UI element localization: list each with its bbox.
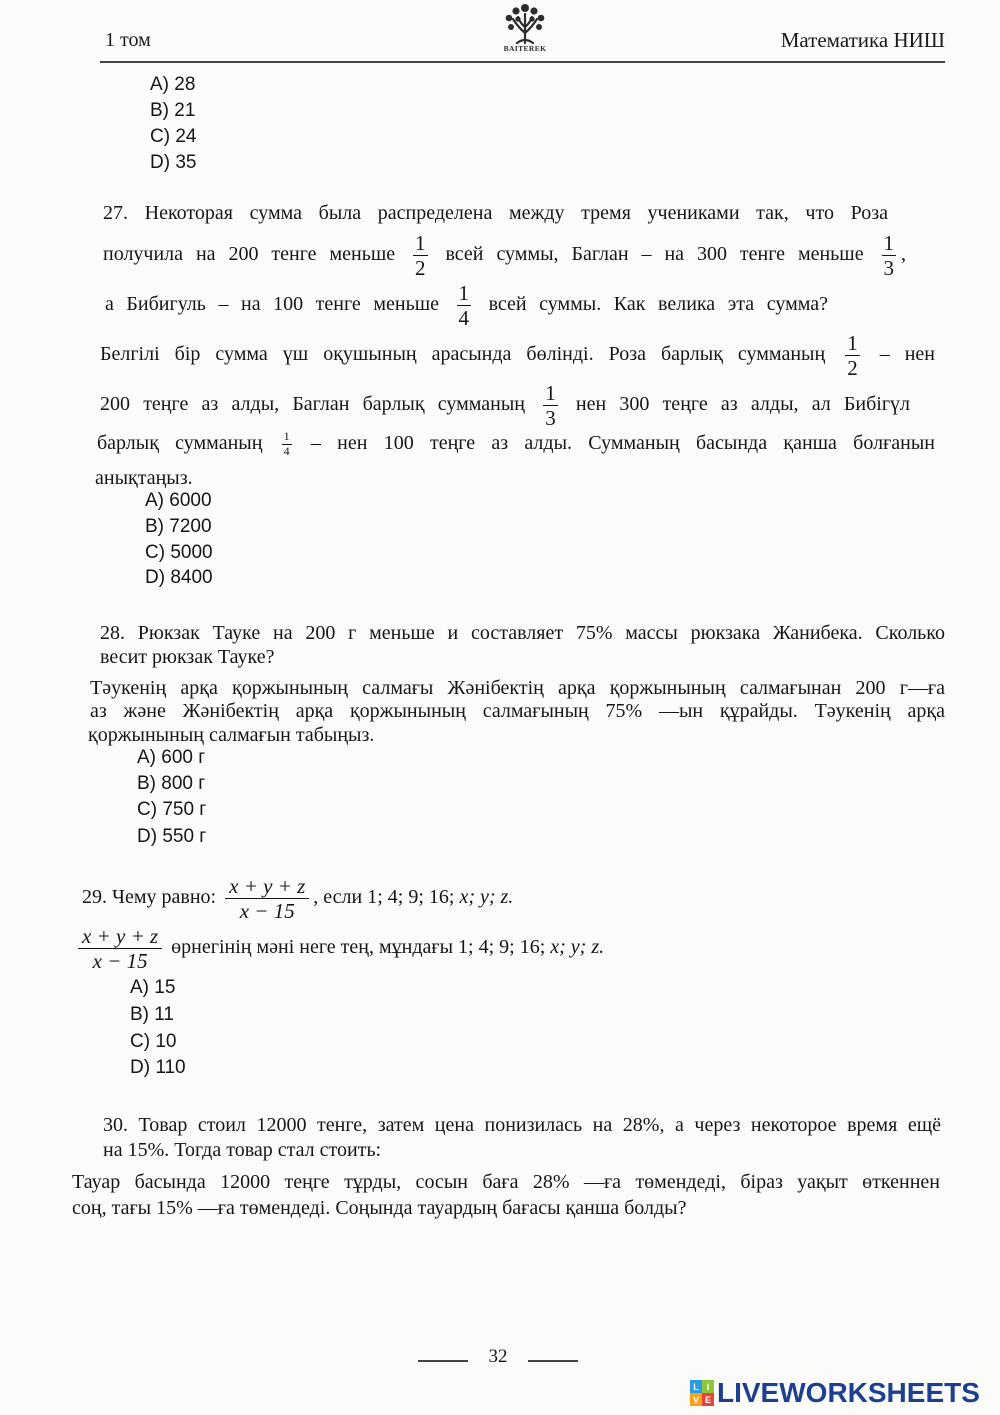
fraction-denominator: 2 xyxy=(415,256,426,281)
text-segment: , если 1; 4; 9; 16; xyxy=(313,886,455,909)
tree-icon xyxy=(500,2,550,44)
fraction xyxy=(882,231,897,280)
variables: x; y; z. xyxy=(459,886,514,909)
question-text-kz xyxy=(100,381,910,430)
fraction-numerator: 1 xyxy=(883,231,895,255)
option-a: A) 6000 xyxy=(145,490,212,511)
fraction-denominator: 3 xyxy=(545,406,556,431)
fraction-numerator: 1 xyxy=(545,381,556,405)
fraction xyxy=(457,281,472,330)
option-a: A) 28 xyxy=(150,74,196,95)
option-b: B) 800 г xyxy=(137,773,206,794)
question-text-kz: Тауар басында 12000 теңге тұрды, сосын баға 28% —ға төмендеді, біраз уақыт өткеннен xyxy=(72,1171,940,1193)
text-segment: – нен xyxy=(879,343,936,366)
question-text-ru: на 15%. Тогда товар стал стоить: xyxy=(103,1139,382,1161)
liveworksheets-brand: LIVEWORKSHEETS xyxy=(717,1377,980,1408)
question-text-ru xyxy=(105,281,828,330)
question-text-kz xyxy=(74,924,604,973)
question-text-kz xyxy=(97,430,935,459)
fraction-numerator: 1 xyxy=(283,429,290,444)
fraction xyxy=(845,331,860,380)
option-a: A) 600 г xyxy=(137,747,206,768)
logo-tile: I xyxy=(702,1380,714,1393)
option-b: B) 7200 xyxy=(145,516,212,537)
question-text-ru xyxy=(82,874,513,923)
logo-tile: V xyxy=(690,1393,702,1406)
fraction xyxy=(282,430,292,459)
question-text-kz xyxy=(100,331,935,380)
expression-fraction xyxy=(225,874,309,923)
fraction-numerator: x + y + z xyxy=(225,874,309,899)
fraction-numerator: 1 xyxy=(415,231,426,255)
option-c: C) 750 г xyxy=(137,799,207,820)
expression-fraction xyxy=(78,924,162,973)
volume-label: 1 том xyxy=(105,29,151,51)
text-segment: өрнегінің мәні неге тең, мұндағы 1; 4; 9; 16; xyxy=(171,936,546,959)
option-d: D) 550 г xyxy=(137,826,207,847)
question-text-kz: Тәукенің арқа қоржынының салмағы Жәнібектің арқа қоржынының салмағынан 200 г—ға xyxy=(90,677,945,699)
variables: x; y; z. xyxy=(550,936,605,959)
option-d: D) 110 xyxy=(130,1057,186,1078)
question-text-ru: 27. Некоторая сумма была распределена между тремя учениками так, что Роза xyxy=(103,202,888,224)
header-divider xyxy=(100,61,945,63)
text-segment: нен 300 теңге аз алды, ал Бибігүл xyxy=(575,393,911,416)
text-segment: 200 теңге аз алды, Баглан барлық сумманың xyxy=(100,393,525,416)
option-a: A) 15 xyxy=(130,977,176,998)
fraction-numerator: 1 xyxy=(847,331,858,355)
footer-rule-right xyxy=(528,1360,578,1362)
fraction xyxy=(413,231,428,280)
question-text-ru: 30. Товар стоил 12000 тенге, затем цена понизилась на 28%, а через некоторое время ещё xyxy=(103,1114,941,1136)
fraction-numerator: x + y + z xyxy=(78,924,162,949)
baiterek-logo-text: BAITEREK xyxy=(503,44,547,53)
option-c: C) 10 xyxy=(130,1031,177,1052)
question-text-kz: қоржынының салмағын табыңыз. xyxy=(88,724,375,746)
text-segment: получила на 200 тенге меньше xyxy=(103,243,396,266)
text-segment: Белгілі бір сумма үш оқушының арасында бөлінді. Роза барлық сумманың xyxy=(100,343,826,366)
fraction-denominator: x − 15 xyxy=(239,899,295,924)
subject-title: Математика НИШ xyxy=(780,28,945,52)
text-segment: а Бибигуль – на 100 тенге меньше xyxy=(105,293,439,316)
option-b: B) 11 xyxy=(130,1004,175,1025)
option-c: C) 24 xyxy=(150,126,197,147)
text-segment: , xyxy=(901,243,907,266)
text-segment: всей суммы. Как велика эта сумма? xyxy=(488,293,828,316)
fraction-denominator: 3 xyxy=(883,256,895,281)
page-number: 32 xyxy=(488,1346,508,1367)
question-text-ru xyxy=(103,231,906,280)
option-d: D) 8400 xyxy=(145,567,213,588)
text-segment: – нен 100 теңге аз алды. Сумманың басында қанша болғанын xyxy=(310,432,935,454)
logo-tile: L xyxy=(690,1380,702,1393)
text-segment: всей суммы, Баглан – на 300 тенге меньше xyxy=(445,243,864,266)
option-d: D) 35 xyxy=(150,152,197,173)
question-text-kz: соң, тағы 15% —ға төмендеді. Соңында тауардың бағасы қанша болды? xyxy=(72,1197,687,1219)
fraction-denominator: x − 15 xyxy=(92,949,148,974)
option-c: C) 5000 xyxy=(145,542,213,563)
text-segment: барлық сумманың xyxy=(97,432,263,454)
question-text-ru: 28. Рюкзак Тауке на 200 г меньше и составляет 75% массы рюкзака Жанибека. Сколько xyxy=(100,622,945,644)
fraction-denominator: 4 xyxy=(283,443,290,458)
fraction-denominator: 2 xyxy=(847,356,858,381)
logo-tile: E xyxy=(702,1393,714,1406)
liveworksheets-logo-icon xyxy=(690,1380,714,1406)
question-text-kz: анықтаңыз. xyxy=(95,467,193,489)
fraction-denominator: 4 xyxy=(458,306,470,331)
option-b: B) 21 xyxy=(150,100,196,121)
fraction xyxy=(543,381,558,430)
fraction-numerator: 1 xyxy=(458,281,470,305)
footer-rule-left xyxy=(418,1360,468,1362)
question-text-kz: аз және Жәнібектің арқа қоржынының салмағының 75% —ын құрайды. Тәукенің арқа xyxy=(90,700,945,722)
text-segment: 29. Чему равно: xyxy=(82,886,217,909)
question-text-ru: весит рюкзак Тауке? xyxy=(100,646,275,668)
